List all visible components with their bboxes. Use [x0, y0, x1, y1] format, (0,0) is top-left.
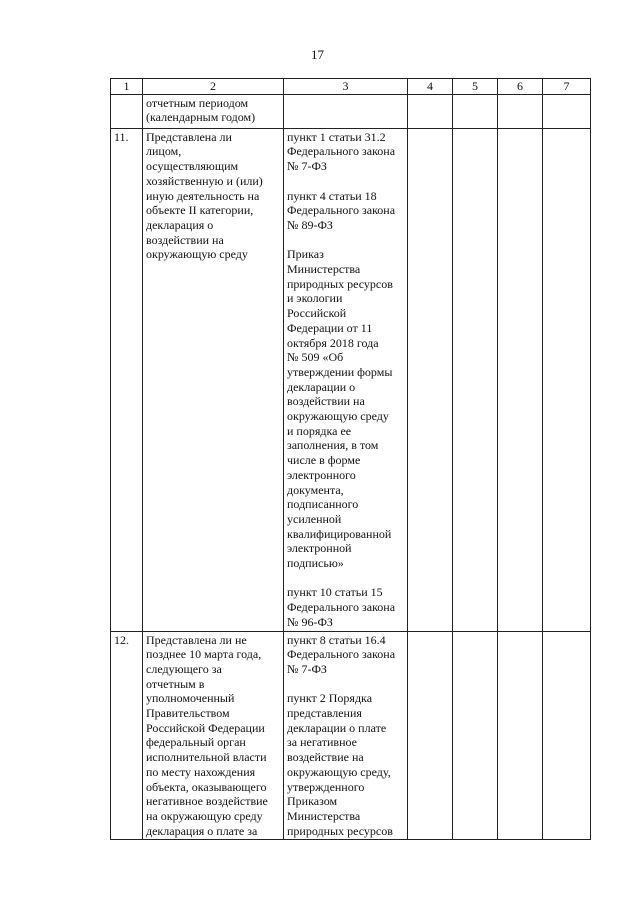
empty-cell	[453, 94, 498, 128]
column-header: 7	[543, 79, 591, 95]
empty-cell	[453, 631, 498, 840]
legal-reference: пункт 8 статьи 16.4 Федерального закона № 7-ФЗ	[287, 632, 396, 676]
empty-cell	[498, 94, 543, 128]
header-row	[111, 79, 591, 95]
legal-reference: пункт 10 статьи 15 Федерального закона № 96-ФЗ	[287, 585, 396, 629]
column-header: 6	[498, 79, 543, 95]
column-header: 4	[408, 79, 453, 95]
legal-reference: пункт 2 Порядка представления декларации о плате за негативное воздействие на окружающую среду, утвержденного Приказом Министерства природных ресурсов	[287, 691, 393, 838]
column-header: 3	[284, 79, 408, 95]
continuation-row	[111, 94, 591, 128]
row-number-cell: 12.	[111, 631, 143, 840]
table-row	[111, 631, 591, 840]
column-header: 5	[453, 79, 498, 95]
empty-cell	[498, 128, 543, 631]
legal-reference: пункт 4 статьи 18 Федерального закона № 89-ФЗ	[287, 188, 396, 232]
row-number-cell	[111, 94, 143, 128]
column-header: 2	[143, 79, 284, 95]
checklist-table	[110, 78, 591, 840]
reference-cell	[284, 631, 408, 840]
empty-cell	[453, 128, 498, 631]
empty-cell	[498, 631, 543, 840]
question-text: Представлена ли не позднее 10 марта года, следующего за отчетным в уполномоченный Правительством Российской Федерации федеральный орган исполнительной власти по месту нахождения объекта, оказывающего негативное воздействие на окружающую среду декларация о плате за	[146, 632, 268, 838]
empty-cell	[408, 128, 453, 631]
empty-cell	[408, 631, 453, 840]
page-number: 17	[311, 47, 324, 62]
empty-cell	[543, 94, 591, 128]
empty-cell	[543, 128, 591, 631]
reference-cell	[284, 128, 408, 631]
question-text: отчетным периодом (календарным годом)	[146, 95, 256, 125]
table-row	[111, 128, 591, 631]
row-number-cell: 11.	[111, 128, 143, 631]
question-text: Представлена ли лицом, осуществляющим хозяйственную и (или) иную деятельность на объекте II категории, декларация о воздействии на окружающую среду	[146, 129, 263, 262]
empty-cell	[543, 631, 591, 840]
reference-cell	[284, 94, 408, 128]
legal-reference: пункт 1 статьи 31.2 Федерального закона № 7-ФЗ	[287, 129, 396, 174]
legal-reference: Приказ Министерства природных ресурсов и экологии Российской Федерации от 11 октября 2018 года № 509 «Об утверждении формы декларации о воздействии на окружающую среду и порядка ее заполнения, в том числе в форме электронного документа, подписанного усиленной квалифицированной электронной подписью»	[287, 247, 393, 571]
question-cell	[143, 128, 284, 631]
empty-cell	[408, 94, 453, 128]
question-cell	[143, 631, 284, 840]
column-header: 1	[111, 79, 143, 95]
question-cell	[143, 94, 284, 128]
